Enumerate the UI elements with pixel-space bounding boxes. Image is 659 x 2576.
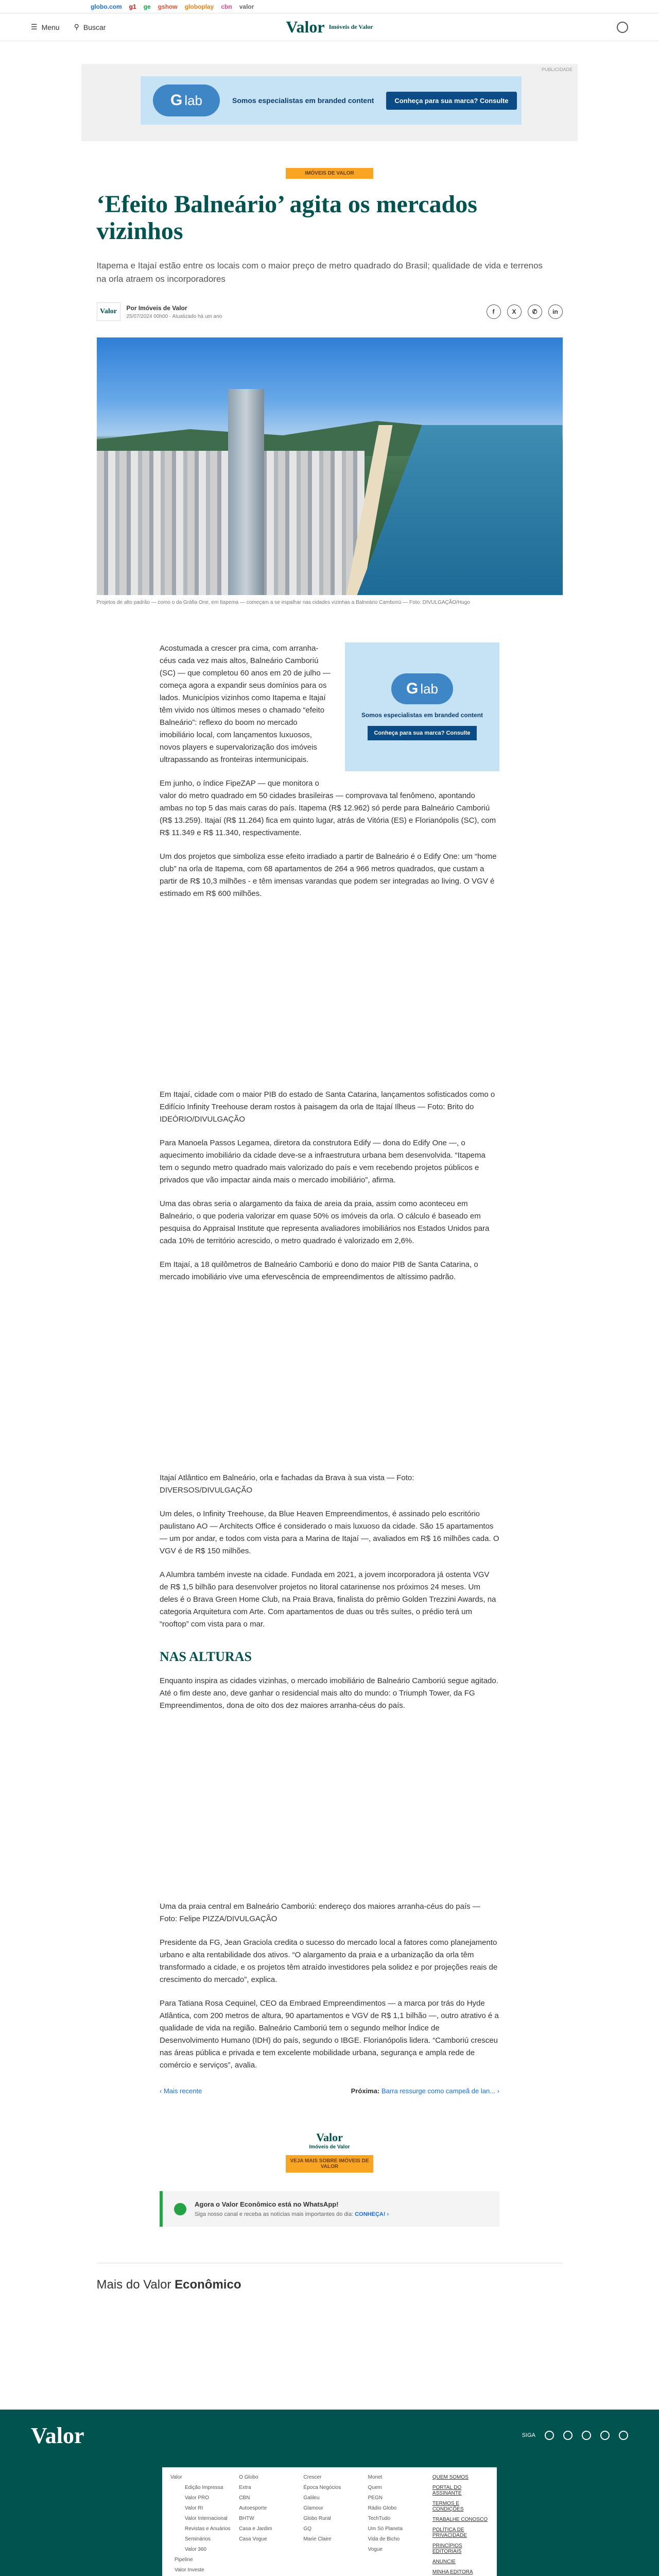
footer-link[interactable]: BHTW (239, 2516, 254, 2521)
menu-button[interactable]: ☰ Menu (31, 23, 60, 31)
image-placeholder (160, 1723, 499, 1893)
paragraph: Em junho, o índice FipeZAP — que monitora o valor do metro quadrado em 50 cidades brasileiras — comprovava tal fenômeno, apontando ambas no top 5 das mais caras do país. Itapema (R$ 12.962) só perde para Balneário Camboriú (R$ 13.259). Itajaí (R$ 11.264) fica em quinto lugar, atrás de Vitória (ES) e Florianópolis (SC), com R$ 11.349 e R$ 11.340, respectivamente. (160, 779, 496, 837)
article-header (97, 141, 563, 321)
article-body (160, 642, 499, 2095)
footer-link[interactable]: PORTAL DO ASSINANTE (432, 2485, 462, 2496)
footer-link[interactable]: Valor PRO (185, 2495, 210, 2501)
linkedin-icon[interactable] (582, 2431, 591, 2440)
whatsapp-title: Agora o Valor Econômico está no WhatsApp! (195, 2200, 339, 2208)
author-logo: Valor (97, 302, 120, 321)
glab-logo: G lab (153, 84, 220, 116)
share-bar (487, 304, 563, 319)
site-logo[interactable]: Valor Imóveis de Valor (286, 18, 373, 36)
paragraph: A Alumbra também investe na cidade. Fundada em 2021, a jovem incorporadora já ostenta VGV de R$ 1,5 bilhão para desenvolver projetos no litoral catarinense nos próximos 24 meses. Um deles é o Brava Green Home Club, na Praia Brava, finalista do prêmio Golden Trezzini Awards, na categoria Arquitetura com Arte. Com apartamentos de duas ou três suítes, o prédio terá um “rooftop” com vista para o mar. (160, 1570, 496, 1629)
paragraph: Um deles, o Infinity Treehouse, da Blue Heaven Empreendimentos, é assinado pelo escritório paulistano AO — Architects Office é considerado o mais luxuoso da cidade. São 15 apartamentos — um por andar, e todos com vista para a Marina de Itajaí —, avaliados em R$ 16 milhões cada. O VGV é de R$ 150 milhões. (160, 1510, 499, 1555)
footer-link[interactable]: MINHA EDITORA (432, 2569, 473, 2575)
ad-button[interactable]: Conheça para sua marca? Consulte (368, 726, 476, 740)
section-heading: NAS ALTURAS (160, 1649, 252, 1664)
footer-link[interactable]: Valor (170, 2475, 182, 2480)
search-icon: ⚲ (74, 23, 79, 31)
follow-label: SIGA (522, 2432, 535, 2438)
user-icon[interactable] (617, 22, 628, 33)
more-from-valor: Mais do Valor Econômico (97, 2263, 563, 2307)
footer-col-institutional (428, 2475, 489, 2576)
footer-link[interactable]: Quem (368, 2485, 382, 2490)
instagram-icon[interactable] (563, 2431, 573, 2440)
x-icon[interactable] (600, 2431, 610, 2440)
footer-col-3 (299, 2475, 359, 2576)
footer-link[interactable]: Extra (239, 2485, 251, 2490)
byline-row (97, 302, 563, 321)
footer-col-2 (235, 2475, 295, 2576)
footer-link[interactable]: PEGN (368, 2495, 383, 2501)
ad-tag: PUBLICIDADE (541, 67, 573, 72)
footer-logo[interactable]: Valor (31, 2422, 84, 2448)
footer-link[interactable]: Pipeline (175, 2557, 193, 2563)
footer-link[interactable]: CBN (239, 2495, 250, 2501)
footer-link[interactable]: TRABALHE CONOSCO (432, 2517, 488, 2522)
footer-link[interactable]: Galileu (303, 2495, 320, 2501)
whatsapp-box[interactable] (160, 2191, 499, 2227)
paragraph: Uma das obras seria o alargamento da faixa de areia da praia, assim como aconteceu em Balneário, o que poderia valorizar em quase 50% os imóveis da orla. O cálculo é baseado em pesquisa do Appraisal Institute que representa avaliadores imobiliários nos Estados Unidos para cada 10% de território acrescido, o metro quadrado é valorizado em 2,6%. (160, 1199, 490, 1245)
whatsapp-icon (174, 2203, 186, 2215)
globoplay-link[interactable]: globoplay (184, 3, 214, 10)
image-caption: Uma da praia central em Balneário Camboriú: endereço dos maiores arranha-céus do país — Foto: Felipe PIZZA/DIVULGAÇÃO (160, 1902, 480, 1923)
footer-link[interactable]: Autoesporte (239, 2505, 267, 2511)
youtube-icon[interactable] (619, 2431, 628, 2440)
ad-text: Somos especialistas em branded content (361, 711, 483, 719)
glab-logo: G lab (391, 673, 453, 704)
footer-link[interactable]: PRINCÍPIOS EDITORIAIS (432, 2543, 462, 2554)
g1-link[interactable]: g1 (129, 3, 136, 10)
previous-article-link[interactable]: ‹ Mais recente (160, 2087, 202, 2095)
ge-link[interactable]: ge (143, 3, 151, 10)
footer-link[interactable]: TechTudo (368, 2516, 391, 2521)
footer-link[interactable]: Globo Rural (303, 2516, 331, 2521)
footer-link[interactable]: Vogue (368, 2547, 383, 2552)
footer-link[interactable]: O Globo (239, 2475, 258, 2480)
inline-ad[interactable] (345, 642, 499, 771)
footer-link[interactable]: Crescer (303, 2475, 322, 2480)
footer-link[interactable]: Valor RI (185, 2505, 203, 2511)
linkedin-share-icon[interactable]: in (548, 304, 563, 319)
footer-link[interactable]: TERMOS E CONDIÇÕES (432, 2501, 464, 2512)
publish-date: 25/07/2024 00h00 · Atualizado há um ano (126, 313, 222, 319)
search-button[interactable]: ⚲ Buscar (74, 23, 106, 31)
next-article-link[interactable]: Próxima: Barra ressurge como campeã de lan... › (351, 2087, 499, 2095)
hamburger-icon: ☰ (31, 23, 38, 31)
article-subtitle: Itapema e Itajaí estão entre os locais com o maior preço de metro quadrado do Brasil; qualidade de vida e terrenos na orla atraem os incorporadores (96, 261, 543, 284)
ad-button[interactable]: Conheça para sua marca? Consulte (386, 92, 516, 110)
footer-link[interactable]: Seminários (185, 2536, 211, 2542)
top-ad-band (81, 64, 578, 141)
footer-link[interactable]: Glamour (303, 2505, 323, 2511)
author-name: Por Imóveis de Valor (126, 304, 187, 312)
site-header (0, 13, 659, 41)
footer-link[interactable]: Marie Claire (303, 2536, 332, 2542)
site-footer (0, 2410, 659, 2576)
footer-link[interactable]: Monet (368, 2475, 383, 2480)
footer-link[interactable]: ANUNCIE (432, 2559, 456, 2565)
paragraph: Um dos projetos que simboliza esse efeito irradiado a partir de Balneário é o Edify One: um “home club” na orla de Itapema, com 68 apartamentos de 264 a 966 metros quadrados, que custam a partir de R$ 10,3 milhões - e têm imensas varandas que podem ser integradas ao living. O VGV é estimado em R$ 600 milhões. (160, 852, 497, 898)
footer-link[interactable]: Edição Impressa (185, 2485, 223, 2490)
whatsapp-desc: Siga nosso canal e receba as notícias mais importantes do dia: (195, 2211, 354, 2217)
footer-link[interactable]: Vida de Bicho (368, 2536, 400, 2542)
footer-link[interactable]: Revistas e Anuários (185, 2526, 231, 2532)
footer-link[interactable]: Casa e Jardim (239, 2526, 272, 2532)
footer-link[interactable]: Valor Investe (175, 2567, 204, 2573)
hero-caption: Projetos de alto padrão — como o da Gráfia One, em Itapema — começam a se espalhar nas cidades vizinhas a Balneário Camboriú — Foto: DIVULGAÇÃO/Hugo (96, 600, 470, 605)
image-caption: Itajaí Atlântico em Balneário, orla e fachadas da Brava à sua vista — Foto: DIVERSOS/DIVULGAÇÃO (160, 1473, 414, 1495)
footer-link[interactable]: Um Só Planeta (368, 2526, 403, 2532)
article-title: ‘Efeito Balneário’ agita os mercados vizinhos (96, 191, 477, 245)
whatsapp-link[interactable]: CONHEÇA! › (355, 2211, 389, 2217)
paragraph: Enquanto inspira as cidades vizinhas, o mercado imobiliário de Balneário Camboriú segue agitado. Até o fim deste ano, deve ganhar o residencial mais alto do mundo: o Triumph Tower, da FG Empreendimentos, dona de oito dos dez maiores arranha-céus do país. (160, 1676, 498, 1710)
ad-banner[interactable] (141, 76, 522, 125)
footer-links (162, 2467, 497, 2576)
paragraph: Para Manoela Passos Legamea, diretora da construtora Edify — dona do Edify One —, o aquecimento imobiliário da cidade deve-se a infraestrutura urbana bem desenvolvida. “Itapema tem o segundo metro quadrado mais valorizado do país e vem recebendo projetos públicos e privados que vão impactar ainda mais o mercado imobiliário”, afirma. (160, 1139, 485, 1184)
see-more-button[interactable]: VEJA MAIS SOBRE IMÓVEIS DE VALOR (286, 2155, 373, 2173)
footer-link[interactable]: Casa Vogue (239, 2536, 267, 2542)
footer-col-valor (170, 2475, 231, 2576)
facebook-icon[interactable] (545, 2431, 554, 2440)
image-placeholder (160, 911, 499, 1081)
footer-link[interactable]: GQ (303, 2526, 311, 2532)
footer-col-4 (364, 2475, 424, 2576)
x-share-icon[interactable]: X (507, 304, 522, 319)
section-kicker[interactable]: IMÓVEIS DE VALOR (286, 168, 373, 179)
paragraph: Acostumada a crescer pra cima, com arranha-céus cada vez mais altos, Balneário Camboriú (SC) — que completou 60 anos em 20 de julho — começa agora a expandir seus domínios para os lados. Municípios vizinhos como Itapema e Itajaí têm vivido nos últimos meses o chamado “efeito Balneário”: reflexo do boom no mercado imobiliário local, com lançamentos luxuosos, novos players e supervalorização dos imóveis ultrapassando as fronteiras intermunicipais. (160, 644, 331, 764)
facebook-share-icon[interactable]: f (487, 304, 501, 319)
globo-link[interactable]: globo.com (91, 3, 122, 10)
globo-network-bar (0, 0, 659, 13)
image-placeholder (160, 1295, 499, 1465)
article-navigation (160, 2087, 499, 2095)
footer-link[interactable]: Rádio Globo (368, 2505, 397, 2511)
footer-link[interactable]: Valor Internacional (185, 2516, 228, 2521)
hero-image (97, 337, 563, 595)
footer-link[interactable]: Valor 360 (185, 2547, 207, 2552)
image-caption: Em Itajaí, cidade com o maior PIB do estado de Santa Catarina, lançamentos sofisticados como o Edifício Infinity Treehouse deram rostos à paisagem da orla de Itajaí Ilheus — Foto: Brito do IDEÓRIO/DIVULGAÇÃO (160, 1090, 495, 1124)
paragraph: Para Tatiana Rosa Cequinel, CEO da Embraed Empreendimentos — a marca por trás do Hyde Atlântica, com 200 metros de altura, 90 apartamentos e VGV de R$ 1,1 bilhão —, outro atrativo é a qualidade de vida na região. Balneário Camboriú tem o segundo melhor Índice de Desenvolvimento Humano (IDH) do país, segundo o IBGE. Florianópolis lidera. “Camboriú cresceu nas áreas pública e privada e tem excelente mobilidade urbana, segurança e ampla rede de comércio e serviços”, avalia. (160, 1999, 499, 2070)
valor-link[interactable]: valor (239, 3, 254, 10)
paragraph: Presidente da FG, Jean Graciola credita o sucesso do mercado local a fatores como planejamento urbano e alta rentabilidade dos ativos. “O alargamento da praia e a urbanização da orla têm transformado a cidade, e os projetos têm atraído investidores pela solidez e por projeções reais de crescimento do mercado”, explica. (160, 1938, 498, 1984)
gshow-link[interactable]: gshow (158, 3, 178, 10)
ad-text: Somos especialistas em branded content (232, 96, 374, 105)
cbn-link[interactable]: cbn (221, 3, 232, 10)
section-logo: Imóveis de Valor (328, 23, 373, 30)
footer-link[interactable]: Época Negócios (303, 2485, 341, 2490)
whatsapp-share-icon[interactable]: ✆ (528, 304, 542, 319)
footer-link[interactable]: POLÍTICA DE PRIVACIDADE (432, 2527, 467, 2538)
paragraph: Em Itajaí, a 18 quilômetros de Balneário Camboriú e dono do maior PIB de Santa Catarina, o mercado imobiliário vive uma efervescência de empreendimentos de altíssimo padrão. (160, 1260, 478, 1281)
section-badge: Valor Imóveis de Valor (309, 2131, 350, 2150)
footer-link[interactable]: QUEM SOMOS (432, 2475, 469, 2480)
